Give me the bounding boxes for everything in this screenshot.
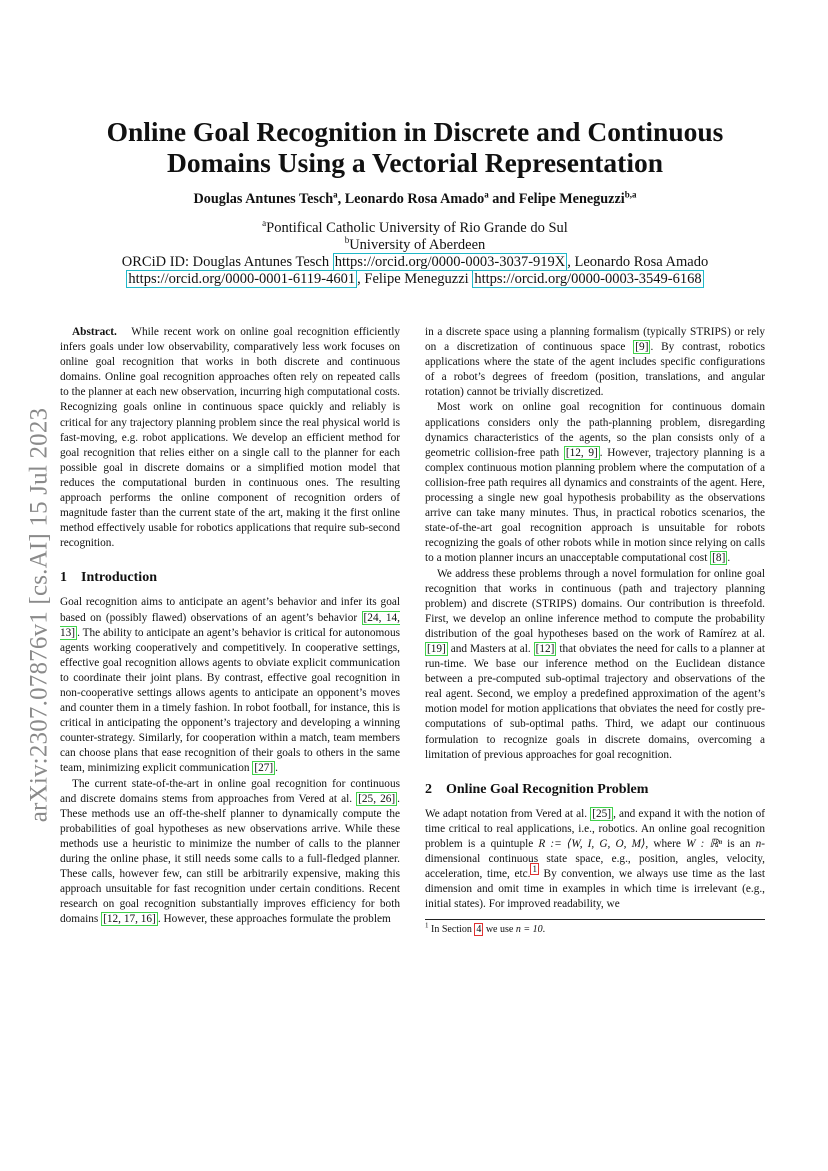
orcid-text-amado: , Leonardo Rosa Amado: [567, 254, 709, 270]
footnote-text-a: In Section: [428, 924, 475, 936]
affiliation-a: [60, 220, 770, 237]
orcid-text-meneguzzi: , Felipe Meneguzzi: [357, 271, 473, 287]
right-paragraph-2: [425, 567, 765, 763]
intro-paragraph-1: [60, 595, 400, 776]
footnote-1-mark: 1: [425, 922, 429, 931]
title-line-2: Domains Using a Vectorial Representation: [166, 147, 664, 178]
section-2-title: Online Goal Recognition Problem: [446, 781, 649, 797]
author-3: Felipe Meneguzzi: [518, 191, 625, 207]
affiliation-b-mark: b: [344, 235, 350, 246]
author-sep-1: ,: [337, 191, 345, 207]
citation-link[interactable]: [12, 9]: [565, 446, 598, 459]
section-1-heading: [60, 569, 400, 586]
intro-p1-end: .: [275, 762, 278, 775]
intro-p2-text-c: . However, these approaches formulate the problem: [157, 913, 391, 926]
right-p0-text-a: in a discrete space using a planning formalism (typically STRIPS) or rely on a discretization of continuous space: [425, 326, 765, 354]
author-3-affil: b,a: [624, 189, 637, 200]
right-column: [425, 325, 765, 937]
sec2-p1-text-c: , where: [645, 837, 687, 850]
footnote-ref-1[interactable]: 1: [532, 864, 537, 875]
orcid-line: [60, 254, 770, 288]
citation-link[interactable]: [25]: [592, 807, 612, 820]
right-paragraph-0: [425, 325, 765, 400]
abstract-text: While recent work on online goal recognition efficiently infers goals under low observability, comparatively less work focuses on online goal recognition that works in both discrete and continuous domains. Online goal recognition approaches often rely on repeated calls to the planner at each new observation, incurring high computational costs. Recognizing goals online in continuous space quickly and reliably is critical for any trajectory planning problem since the real physical world is fast-moving, e.g. robot applications. We develop an efficient method for goal recognition that relies either on a single call to the planner for each possible goal in discrete domains or a simplified motion model that reduces the computational burden in continuous ones. The resulting approach performs the online component of recognition orders of magnitude faster than the current state of the art, making it the first online method effectively usable for robotics applications that require sub-second recognition.: [60, 326, 400, 550]
math-n: n: [755, 837, 762, 850]
author-sep-2: and: [488, 191, 519, 207]
footnote-math: n = 10: [515, 924, 543, 936]
affiliation-b: [60, 237, 770, 254]
intro-p1-text-a: Goal recognition aims to anticipate an agent’s behavior and infer its goal based on (possibly flawed) observations of an agent’s behavior: [60, 596, 400, 624]
section-ref-link[interactable]: 4: [476, 924, 482, 936]
math-state-space: W : ℝⁿ: [686, 837, 722, 850]
author-2: Leonardo Rosa Amado: [344, 191, 485, 207]
right-p1-text-b: . However, trajectory planning is a complex continuous motion planning problem where the computation of a collision-free path requires all dynamics and constraints of the agent. Here, processing a single new goal hypothesis probability as the observations arrive can take many minutes. Thus, in practical robotics scenarios, the state-of-the-art goal recognition approach is unsuitable for robots recognizing the goals of other robots while in motion since relying on calls to a motion planner incurs an unacceptable computational cost: [425, 446, 765, 565]
title-line-1: Online Goal Recognition in Discrete and Continuous: [106, 116, 724, 147]
citation-link[interactable]: [9]: [635, 341, 649, 354]
right-p2-text-a: We address these problems through a novel formulation for online goal recognition that works in continuous (path and trajectory planning problem) and discrete (STRIPS) domains. Our contribution is threefold. First, we develop an online inference method to compute the probability distribution of the goal hypotheses based on the work of Ramírez at al.: [425, 567, 765, 640]
sec2-p1-text-b: , and expand it with the notion of time critical to real applications, i.e., robotics. An online goal recognition problem is a quintuple: [425, 807, 765, 850]
intro-paragraph-2: [60, 777, 400, 928]
intro-p2-text-a: The current state-of-the-art in online goal recognition for continuous and discrete domains stems from approaches from Vered at al.: [60, 777, 400, 805]
sec2-p1-text-e: -dimensional continuous state space, e.g., position, angles, velocity, acceleration, time, etc.: [425, 837, 765, 881]
section-1-title: Introduction: [81, 570, 157, 586]
citation-link[interactable]: [12]: [535, 642, 555, 655]
right-p2-text-b: and Masters at al.: [447, 642, 534, 655]
citation-link[interactable]: [25, 26]: [358, 792, 396, 805]
sec2-p1-text-a: We adapt notation from Vered at al.: [425, 807, 591, 820]
sec2-p1-text-d: is an: [722, 837, 756, 850]
footnote-text-b: we use: [483, 924, 516, 936]
author-2-affil: a: [484, 189, 489, 200]
footnote-divider: [425, 919, 765, 920]
right-p0-text-b: . By contrast, robotics applications where the state of the agent includes specific configurations of a robot’s degrees of freedom (position, translations, and angular rotation) cannot be trivially discretized.: [425, 341, 765, 399]
arxiv-identifier: arXiv:2307.07876v1 [cs.AI] 15 Jul 2023: [25, 407, 52, 823]
paper-header: [60, 116, 770, 288]
abstract-label: Abstract.: [72, 326, 117, 338]
math-quintuple: R := ⟨W, I, G, O, M⟩: [538, 837, 646, 850]
citation-link[interactable]: [8]: [712, 552, 726, 565]
orcid-link-tesch[interactable]: https://orcid.org/0000-0003-3037-919X: [334, 254, 566, 270]
orcid-link-meneguzzi[interactable]: https://orcid.org/0000-0003-3549-6168: [474, 271, 702, 287]
right-p2-text-c: that obviates the need for calls to a planner at run-time. We base our inference method on the Euclidean distance between a pre-computed sub-optimal trajectory and observations of the real agent. Second, we employ a predefined approximation of the agent’s motion model for motion applications that obviates the need for costly pre-computations of sub-optimal paths. Third, we adapt our continuous formulation to recognize goals in discrete domains, overcoming a limitation of previous approaches for goal recognition.: [425, 642, 765, 761]
footnote-1: [425, 923, 765, 937]
section-1-number: 1: [60, 570, 67, 586]
affiliation-a-mark: a: [262, 218, 267, 229]
arxiv-side-stamp: [22, 380, 56, 850]
author-1: Douglas Antunes Tesch: [193, 191, 334, 207]
affiliation-a-text: Pontifical Catholic University of Rio Grande do Sul: [266, 220, 568, 236]
citation-link[interactable]: [19]: [427, 642, 446, 655]
orcid-prefix: ORCiD ID: Douglas Antunes Tesch: [121, 254, 333, 270]
citation-link[interactable]: [27]: [254, 762, 274, 775]
citation-link[interactable]: [12, 17, 16]: [103, 913, 156, 926]
affiliation-b-text: University of Aberdeen: [349, 237, 486, 253]
intro-p2-text-b: . These methods use an off-the-shelf planner to dynamically compute the probabilities of goal hypotheses as new observations arrive. While these methods use a heuristic to minimize the number of calls to the planner during the online phase, it still needs some calls to a full-fledged planner. These calls, however few, can still be arbitrarily expensive, making this approach unsuitable for fast recognition under certain conditions. Recent research on goal recognition substantially improves efficiency for both domains: [60, 792, 400, 926]
left-column: [60, 325, 400, 927]
author-1-affil: a: [333, 189, 338, 200]
sec2-p1-text-f: By convention, we always use time as the last dimension and omit time in examples in which time is irrelevant (e.g., initial states). For improved readability, we: [425, 868, 765, 911]
right-p1-end: .: [727, 552, 731, 565]
section-2-paragraph-1: [425, 807, 765, 913]
section-2-heading: [425, 781, 765, 798]
right-paragraph-1: [425, 400, 765, 566]
paper-title: [60, 116, 770, 178]
author-list: [60, 190, 770, 208]
citation-link[interactable]: [24, 14, 13]: [60, 611, 400, 639]
intro-p1-text-b: . The ability to anticipate an agent’s behavior is critical for autonomous agents working cooperatively and competitively. In cooperative settings, effective goal recognition allows agents to obviate explicit communication to coordinate their joint plans. By contrast, effective goal recognition in non-cooperative settings allows agents to anticipate an opponent’s moves and counter them in a timely fashion. In robot football, for instance, this is critical in anticipating the opponent’s trajectory and developing a winning counter-strategy. Similarly, for cooperation within a match, team members can choose plans that ease recognition of their goals to others in the same team, minimizing explicit communication: [60, 626, 400, 775]
right-p1-text-a: Most work on online goal recognition for continuous domain applications considers only the path-planning problem, disregarding dynamics characteristics of the agents, so the plan consists only of a geometric collision-free path: [425, 401, 765, 459]
footnote-end: .: [542, 924, 546, 936]
abstract: [60, 325, 400, 551]
orcid-link-amado[interactable]: https://orcid.org/0000-0001-6119-4601: [128, 271, 356, 287]
section-2-number: 2: [425, 781, 432, 797]
